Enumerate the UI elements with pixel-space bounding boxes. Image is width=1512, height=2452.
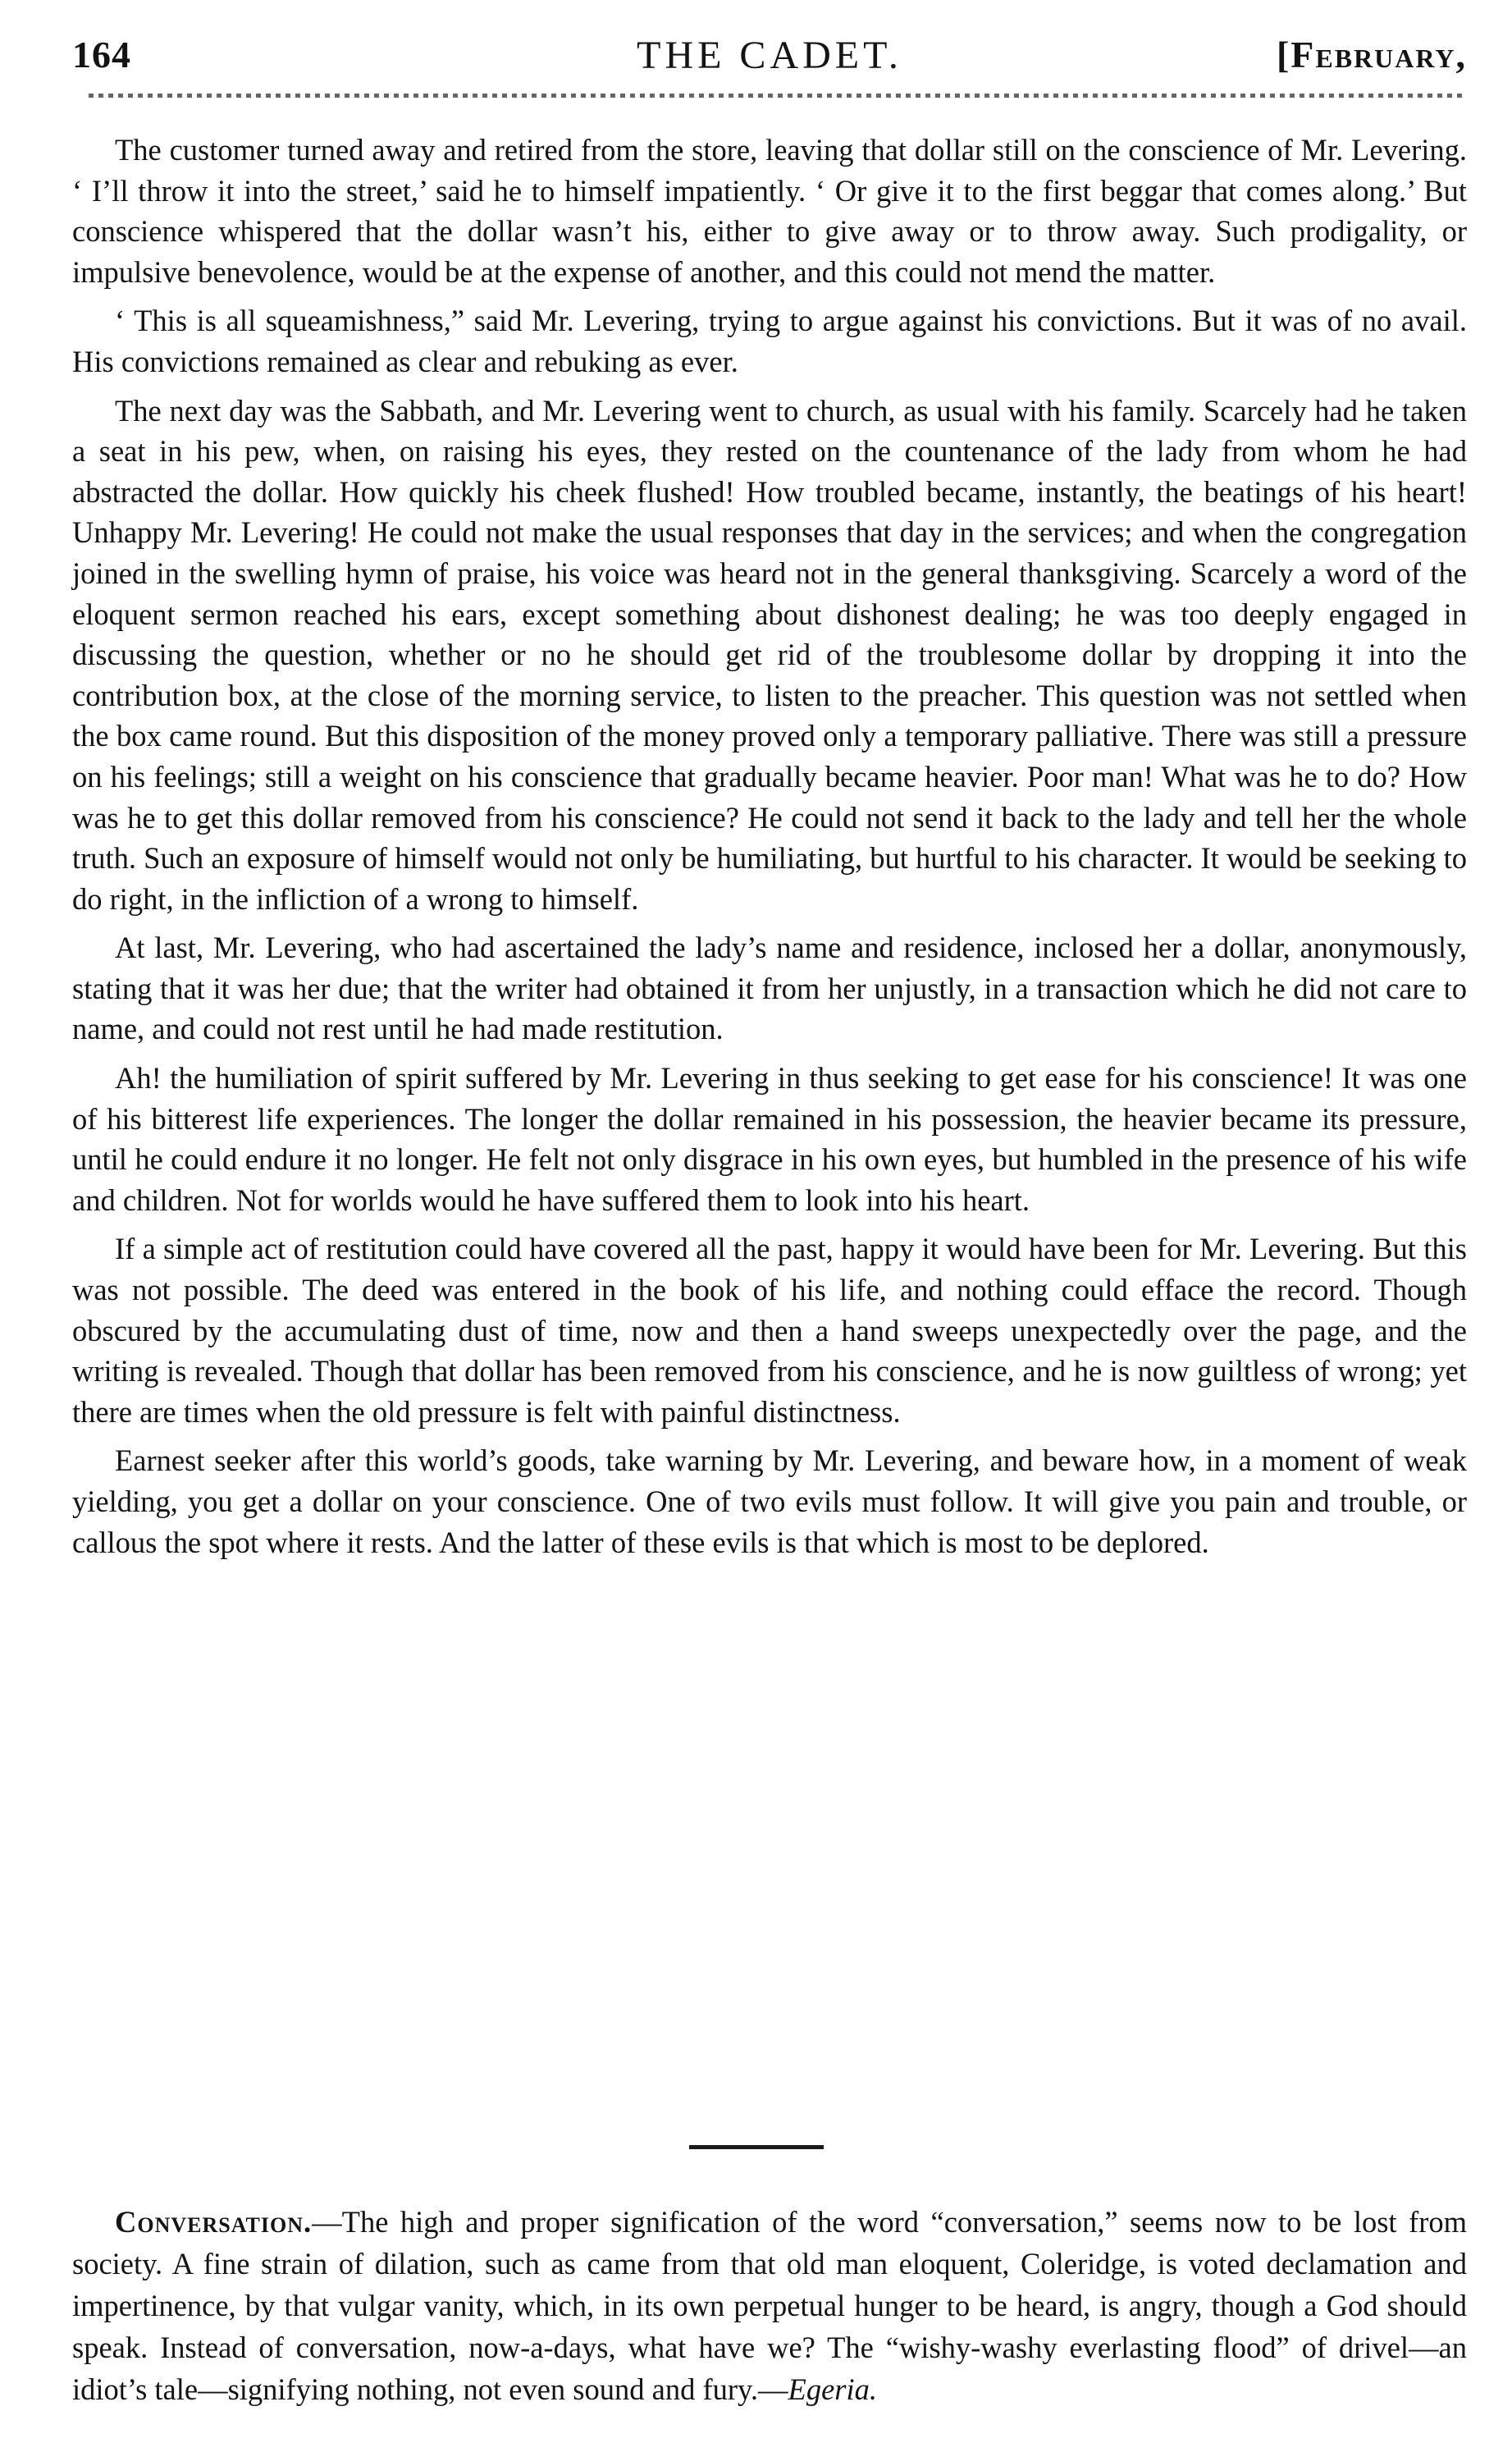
page-number: 164 xyxy=(72,34,131,75)
running-title: THE CADET. xyxy=(637,34,902,77)
book-page xyxy=(72,33,1467,2413)
running-header xyxy=(72,33,1467,89)
story-paragraph: The customer turned away and retired from the store, leaving that dollar still on the conscience of Mr. Levering. ‘ I’ll throw it into the street,’ said he to himself impatiently. ‘ Or give it to the first beggar that comes along.’ But conscience whispered that the dollar wasn’t his, either to give away or to throw away. Such prodigality, or impulsive benevolence, would be at the expense of another, and this could not mend the matter. xyxy=(72,133,1467,289)
story-text xyxy=(72,130,1467,1562)
conversation-essay xyxy=(72,2201,1467,2410)
header-rule xyxy=(89,94,1467,98)
running-month: [February, xyxy=(1276,34,1467,75)
essay-signature: Egeria. xyxy=(788,2372,877,2406)
story-paragraph: Earnest seeker after this world’s goods, take warning by Mr. Levering, and beware how, in a moment of weak yielding, you get a dollar on your conscience. One of two evils must follow. It will give you pain and trouble, or callous the spot where it rests. And the latter of these evils is that which is most to be deplored. xyxy=(72,1443,1467,1559)
story-paragraph: Ah! the humiliation of spirit suffered by Mr. Levering in thus seeking to get ease for his conscience! It was one of his bitterest life experiences. The longer the dollar remained in his possession, the heavier became its pressure, until he could endure it no longer. He felt not only disgrace in his own eyes, but humbled in the presence of his wife and children. Not for worlds would he have suffered them to look into his heart. xyxy=(72,1061,1467,1217)
story-paragraph: The next day was the Sabbath, and Mr. Levering went to church, as usual with his family. Scarcely had he taken a seat in his pew, when, on raising his eyes, they rested on the countenance of the lady from whom he had abstracted the dollar. How quickly his cheek flushed! How troubled became, instantly, the beatings of his heart! Unhappy Mr. Levering! He could not make the usual responses that day in the services; and when the congregation joined in the swelling hymn of praise, his voice was heard not in the general thanksgiving. Scarcely a word of the eloquent sermon reached his ears, except something about dishonest dealing; he was too deeply engaged in discussing the question, whether or no he should get rid of the troublesome dollar by dropping it into the contribution box, at the close of the morning service, to listen to the preacher. This question was not settled when the box came round. But this disposition of the money proved only a temporary palliative. There was still a pressure on his feelings; still a weight on his conscience that gradually became heavier. Poor man! What was he to do? How was he to get this dollar removed from his conscience? He could not send it back to the lady and tell her the whole truth. Such an exposure of himself would not only be humiliating, but hurtful to his character. It would be seeking to do right, in the infliction of a wrong to himself. xyxy=(72,393,1467,916)
story-paragraph: If a simple act of restitution could have covered all the past, happy it would have been for Mr. Levering. But this was not possible. The deed was entered in the book of his life, and nothing could efface the record. Though obscured by the accumulating dust of time, now and then a hand sweeps unexpectedly over the page, and the writing is revealed. Though that dollar has been removed from his conscience, and he is now guiltless of wrong; yet there are times when the old pressure is felt with painful distinctness. xyxy=(72,1232,1467,1429)
section-divider xyxy=(689,2145,824,2149)
essay-heading: Conversation. xyxy=(115,2205,313,2239)
essay-body: —The high and proper signification of the word “conversation,” seems now to be lost from society. A fine strain of dilation, such as came from that old man eloquent, Coleridge, is voted declamation and impertinence, by that vulgar vanity, which, in its own perpetual hunger to be heard, is angry, though a God should speak. Instead of conversation, now-a-days, what have we? The “wishy-washy everlasting flood” of drivel—an idiot’s tale—signifying nothing, not even sound and fury.— xyxy=(72,2205,1467,2406)
story-paragraph: At last, Mr. Levering, who had ascertained the lady’s name and residence, inclosed her a dollar, anonymously, stating that it was her due; that the writer had obtained it from her unjustly, in a transaction which he did not care to name, and could not rest until he had made restitution. xyxy=(72,931,1467,1046)
story-paragraph: ‘ This is all squeamishness,” said Mr. Levering, trying to argue against his convictions. But it was of no avail. His convictions remained as clear and rebuking as ever. xyxy=(72,304,1467,378)
